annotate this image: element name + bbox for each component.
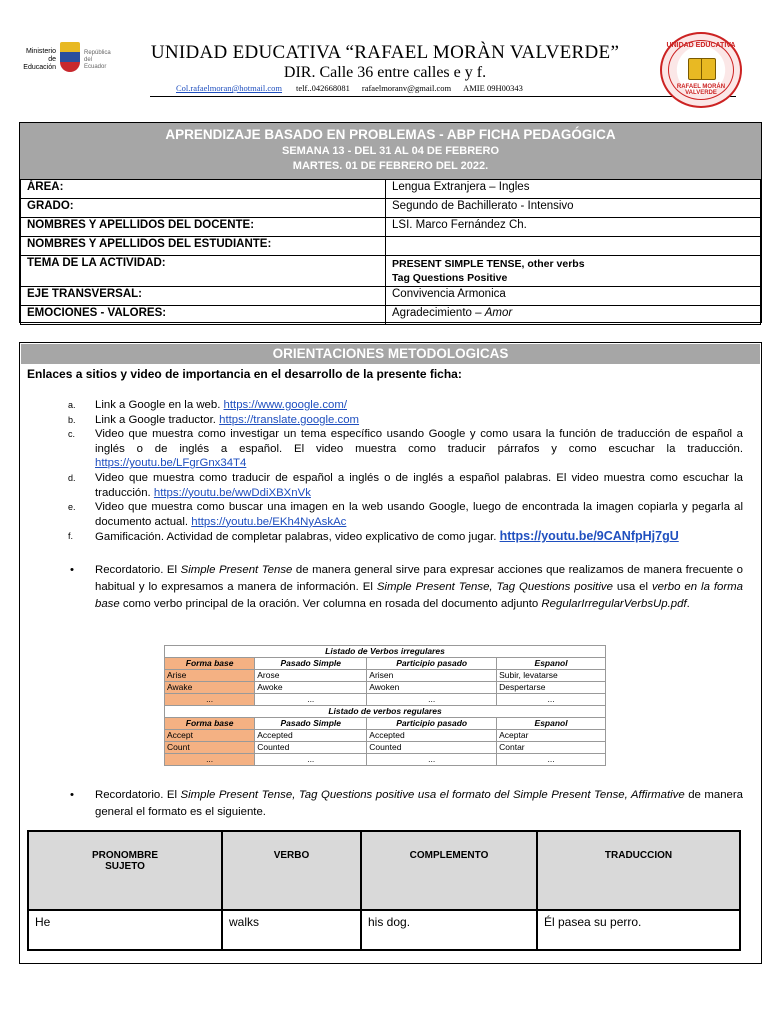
field-label: EMOCIONES - VALORES: (21, 306, 386, 325)
column-header: COMPLEMENTO (361, 831, 537, 910)
link-list (68, 398, 743, 545)
table-row (21, 180, 761, 199)
school-seal-logo (660, 32, 742, 108)
table-row (21, 256, 761, 287)
column-header: VERBO (222, 831, 361, 910)
table-row (21, 199, 761, 218)
field-value: PRESENT SIMPLE TENSE, other verbs Tag Questions Positive (386, 256, 761, 287)
field-label: NOMBRES Y APELLIDOS DEL ESTUDIANTE: (21, 237, 386, 256)
table-cell: walks (222, 910, 361, 950)
field-label: ÁREA: (21, 180, 386, 199)
field-value: Agradecimiento – Amor (386, 306, 761, 325)
field-label: TEMA DE LA ACTIVIDAD: (21, 256, 386, 287)
intro-text: Enlaces a sitios y video de importancia en el desarrollo de la presente ficha: (27, 367, 462, 381)
school-title: UNIDAD EDUCATIVA “RAFAEL MORÀN VALVERDE” (150, 42, 620, 63)
reminder-note-1: • Recordatorio. El Simple Present Tense de manera general sirve para expresar acciones que realizamos de manera frecuente o habitual y lo expresamos a manera de información. El Simple Present Tense, Tag Questions positive usa el verbo en la forma base como verbo principal de la oración. Ver columna en rosada del documento adjunto RegularIrregularVerbsUp.pdf. (70, 564, 743, 611)
table-row: Accept Accepted Accepted Aceptar (165, 730, 606, 742)
list-item: d. Video que muestra como traducir de español a inglés o de inglés a español palabras. El video muestra como escuchar la traducción. https://youtu.be/wwDdiXBXnVk (68, 471, 743, 499)
ficha-week: SEMANA 13 - DEL 31 AL 04 DE FEBRERO (282, 145, 499, 157)
reminder-note-2: • Recordatorio. El Simple Present Tense, Tag Questions positive usa el formato del Simple Present Tense, Affirmative de manera general el formato es el siguiente. (70, 789, 743, 819)
ficha-info-table (20, 179, 761, 325)
email-link[interactable]: Col.rafaelmoran@hotmail.com (176, 83, 283, 93)
ficha-date: MARTES. 01 DE FEBRERO DEL 2022. (292, 160, 489, 172)
table-row (21, 218, 761, 237)
table-row (21, 306, 761, 325)
list-item: e. Video que muestra como buscar una imagen en la web usando Google, luego de encontrada la imagen copiarla y pegarla al documento actual. https://youtu.be/EKh4NyAskAc (68, 501, 743, 528)
field-label: GRADO: (21, 199, 386, 218)
email2: rafaelmoranv@gmail.com (361, 83, 452, 93)
amie-code: AMIE 09H00343 (463, 83, 523, 93)
header-divider (150, 96, 736, 97)
list-item: a. Link a Google en la web. https://www.google.com/ (68, 399, 348, 411)
ficha-title: APRENDIZAJE BASADO EN PROBLEMAS - ABP FICHA PEDAGÓGICA (165, 127, 616, 142)
ficha-box (19, 122, 762, 323)
verb-table: Listado de Verbos irregulares Forma base Pasado Simple Participio pasado Espanol Arise Arose Arisen Subir, levatarse Awake Awoke Awoken Despertarse ... ... ... ... Listado de verbos regulares Forma base Pasado Simple Participio pasado Espanol Accept Accepted Accepted Aceptar Count Counted Counted Contar ... ... ... ... (164, 645, 606, 766)
google-link[interactable]: https://www.google.com/ (223, 399, 348, 411)
orientaciones-title: ORIENTACIONES METODOLOGICAS (21, 344, 760, 364)
field-value: Convivencia Armonica (386, 287, 761, 306)
field-label: EJE TRANSVERSAL: (21, 287, 386, 306)
pronoun-table (27, 830, 741, 951)
field-value: Lengua Extranjera – Ingles (386, 180, 761, 199)
table-row (21, 237, 761, 256)
video-link[interactable]: https://youtu.be/LFgrGnx34T4 (95, 457, 247, 470)
field-label: NOMBRES Y APELLIDOS DEL DOCENTE: (21, 218, 386, 237)
contact-line (176, 83, 535, 93)
translate-link[interactable]: https://translate.google.com (219, 413, 360, 426)
table-row (21, 287, 761, 306)
column-header: TRADUCCION (537, 831, 740, 910)
field-value: Segundo de Bachillerato - Intensivo (386, 199, 761, 218)
table-row: ... ... ... ... (165, 754, 606, 766)
table-row: Awake Awoke Awoken Despertarse (165, 682, 606, 694)
ficha-header (20, 123, 761, 179)
list-item: c. Video que muestra como investigar un tema específico usando Google y como usara la función de traducción de español a inglés o de inglés a español. El video muestra como traducir párrafos y como escuchar la traducción. https://youtu.be/LFgrGnx34T4 (68, 428, 743, 470)
ministry-side-text: República del Ecuador (84, 50, 111, 70)
column-header: PRONOMBRE SUJETO (28, 831, 222, 910)
list-item: b. Link a Google traductor. https://translate.google.com (68, 413, 360, 426)
ecuador-shield-icon (60, 42, 80, 72)
phone: telf..042668081 (296, 83, 350, 93)
regular-caption: Listado de verbos regulares (165, 706, 606, 718)
table-cell: He (28, 910, 222, 950)
ministry-text: Ministerio de Educación (23, 48, 56, 71)
list-item: f. Gamificación. Actividad de completar palabras, video explicativo de como jugar. https://youtu.be/9CANfpHj7gU (68, 529, 679, 544)
video-link[interactable]: https://youtu.be/wwDdiXBXnVk (153, 486, 311, 499)
irregular-caption: Listado de Verbos irregulares (165, 646, 606, 658)
seal-top-text: UNIDAD EDUCATIVA (666, 42, 736, 49)
table-row (28, 910, 740, 950)
table-cell: his dog. (361, 910, 537, 950)
ministry-logo (18, 42, 113, 76)
book-icon (688, 58, 716, 80)
seal-bottom-text: RAFAEL MORÁN VALVERDE (676, 84, 726, 96)
table-row: Count Counted Counted Contar (165, 742, 606, 754)
table-row: ... ... ... ... (165, 694, 606, 706)
table-row: Arise Arose Arisen Subir, levatarse (165, 670, 606, 682)
table-cell: Él pasea su perro. (537, 910, 740, 950)
school-address: DIR. Calle 36 entre calles e y f. (283, 64, 487, 81)
video-link[interactable]: https://youtu.be/9CANfpHj7gU (499, 529, 679, 544)
student-name-field[interactable] (386, 237, 761, 256)
field-value: LSI. Marco Fernández Ch. (386, 218, 761, 237)
video-link[interactable]: https://youtu.be/EKh4NyAskAc (191, 515, 347, 528)
